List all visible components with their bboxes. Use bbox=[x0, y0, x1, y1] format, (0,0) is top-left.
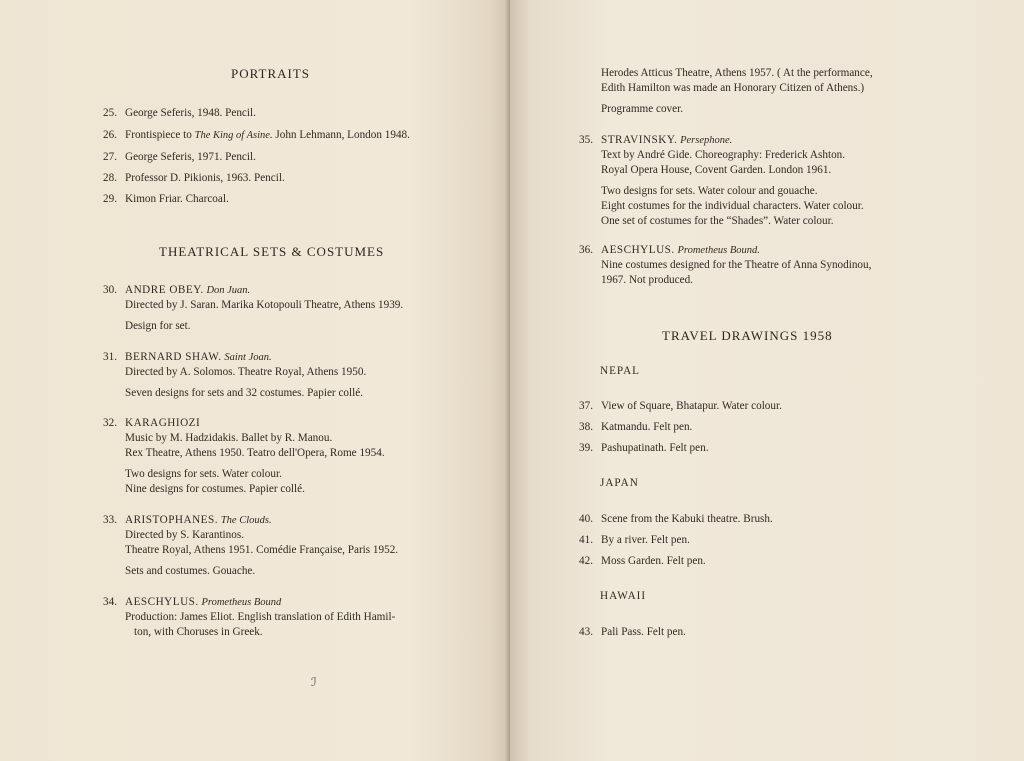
region-nepal: NEPAL bbox=[600, 365, 641, 377]
catalogue-item-38: 38. Katmandu. Felt pen. bbox=[579, 421, 693, 433]
theatrical-heading: THEATRICAL SETS & COSTUMES bbox=[159, 244, 385, 259]
catalogue-item-36: 36. AESCHYLUS. Prometheus Bound. bbox=[579, 244, 760, 256]
portraits-heading: PORTRAITS bbox=[231, 66, 311, 81]
item-36-line: 1967. Not produced. bbox=[601, 274, 693, 286]
catalogue-item-37: 37. View of Square, Bhatapur. Water colour. bbox=[579, 400, 782, 412]
page-mark: ℐ bbox=[311, 675, 317, 689]
item-34-line: ton, with Choruses in Greek. bbox=[134, 626, 263, 638]
item-30-line: Design for set. bbox=[125, 320, 191, 332]
catalogue-item-41: 41. By a river. Felt pen. bbox=[579, 534, 690, 546]
item-35-line: Eight costumes for the individual characters. Water colour. bbox=[601, 200, 864, 212]
catalogue-item-31: 31. BERNARD SHAW. Saint Joan. bbox=[103, 351, 272, 363]
catalogue-item-28: 28. Professor D. Pikionis, 1963. Pencil. bbox=[103, 172, 285, 184]
item-33-line: Theatre Royal, Athens 1951. Comédie Française, Paris 1952. bbox=[125, 544, 399, 556]
right-page bbox=[510, 0, 1024, 761]
region-japan: JAPAN bbox=[600, 477, 639, 489]
region-hawaii: HAWAII bbox=[600, 590, 647, 602]
catalogue-item-35: 35. STRAVINSKY. Persephone. bbox=[579, 134, 733, 146]
left-page bbox=[0, 0, 510, 761]
item-35-line: Royal Opera House, Covent Garden. London 1961. bbox=[601, 164, 832, 176]
item-31-line: Directed by A. Solomos. Theatre Royal, Athens 1950. bbox=[125, 366, 367, 378]
catalogue-item-26: 26. Frontispiece to The King of Asine. John Lehmann, London 1948. bbox=[103, 129, 410, 141]
catalogue-item-32: 32. KARAGHIOZI bbox=[103, 417, 201, 429]
travel-drawings-heading: TRAVEL DRAWINGS 1958 bbox=[662, 328, 833, 343]
item-32-line: Nine designs for costumes. Papier collé. bbox=[125, 483, 305, 495]
item-36-line: Nine costumes designed for the Theatre of Anna Synodinou, bbox=[601, 259, 872, 271]
item-33-line: Directed by S. Karantinos. bbox=[125, 529, 244, 541]
item-30-line: Directed by J. Saran. Marika Kotopouli Theatre, Athens 1939. bbox=[125, 299, 404, 311]
catalogue-item-40: 40. Scene from the Kabuki theatre. Brush. bbox=[579, 513, 773, 525]
catalogue-item-30: 30. ANDRE OBEY. Don Juan. bbox=[103, 284, 251, 296]
item-32-line: Two designs for sets. Water colour. bbox=[125, 468, 282, 480]
item-34-line: Production: James Eliot. English translation of Edith Hamil- bbox=[125, 611, 396, 623]
catalogue-item-39: 39. Pashupatinath. Felt pen. bbox=[579, 442, 709, 454]
catalogue-item-33: 33. ARISTOPHANES. The Clouds. bbox=[103, 514, 272, 526]
item-32-line: Music by M. Hadzidakis. Ballet by R. Manou. bbox=[125, 432, 333, 444]
catalogue-item-25: 25. George Seferis, 1948. Pencil. bbox=[103, 107, 256, 119]
item-32-line: Rex Theatre, Athens 1950. Teatro dell'Opera, Rome 1954. bbox=[125, 447, 385, 459]
item-31-line: Seven designs for sets and 32 costumes. Papier collé. bbox=[125, 387, 363, 399]
item-34-continued-line: Herodes Atticus Theatre, Athens 1957. ( At the performance, bbox=[601, 67, 873, 79]
catalogue-item-42: 42. Moss Garden. Felt pen. bbox=[579, 555, 706, 567]
item-34-continued-line: Programme cover. bbox=[601, 103, 684, 115]
item-34-continued-line: Edith Hamilton was made an Honorary Citizen of Athens.) bbox=[601, 82, 865, 94]
item-35-line: Text by André Gide. Choreography: Frederick Ashton. bbox=[601, 149, 846, 161]
catalogue-item-29: 29. Kimon Friar. Charcoal. bbox=[103, 193, 229, 205]
catalogue-item-34: 34. AESCHYLUS. Prometheus Bound bbox=[103, 596, 282, 608]
catalogue-item-43: 43. Pali Pass. Felt pen. bbox=[579, 626, 686, 638]
item-35-line: Two designs for sets. Water colour and gouache. bbox=[601, 185, 818, 197]
item-35-line: One set of costumes for the “Shades”. Water colour. bbox=[601, 215, 834, 227]
item-33-line: Sets and costumes. Gouache. bbox=[125, 565, 256, 577]
catalogue-item-27: 27. George Seferis, 1971. Pencil. bbox=[103, 151, 256, 163]
